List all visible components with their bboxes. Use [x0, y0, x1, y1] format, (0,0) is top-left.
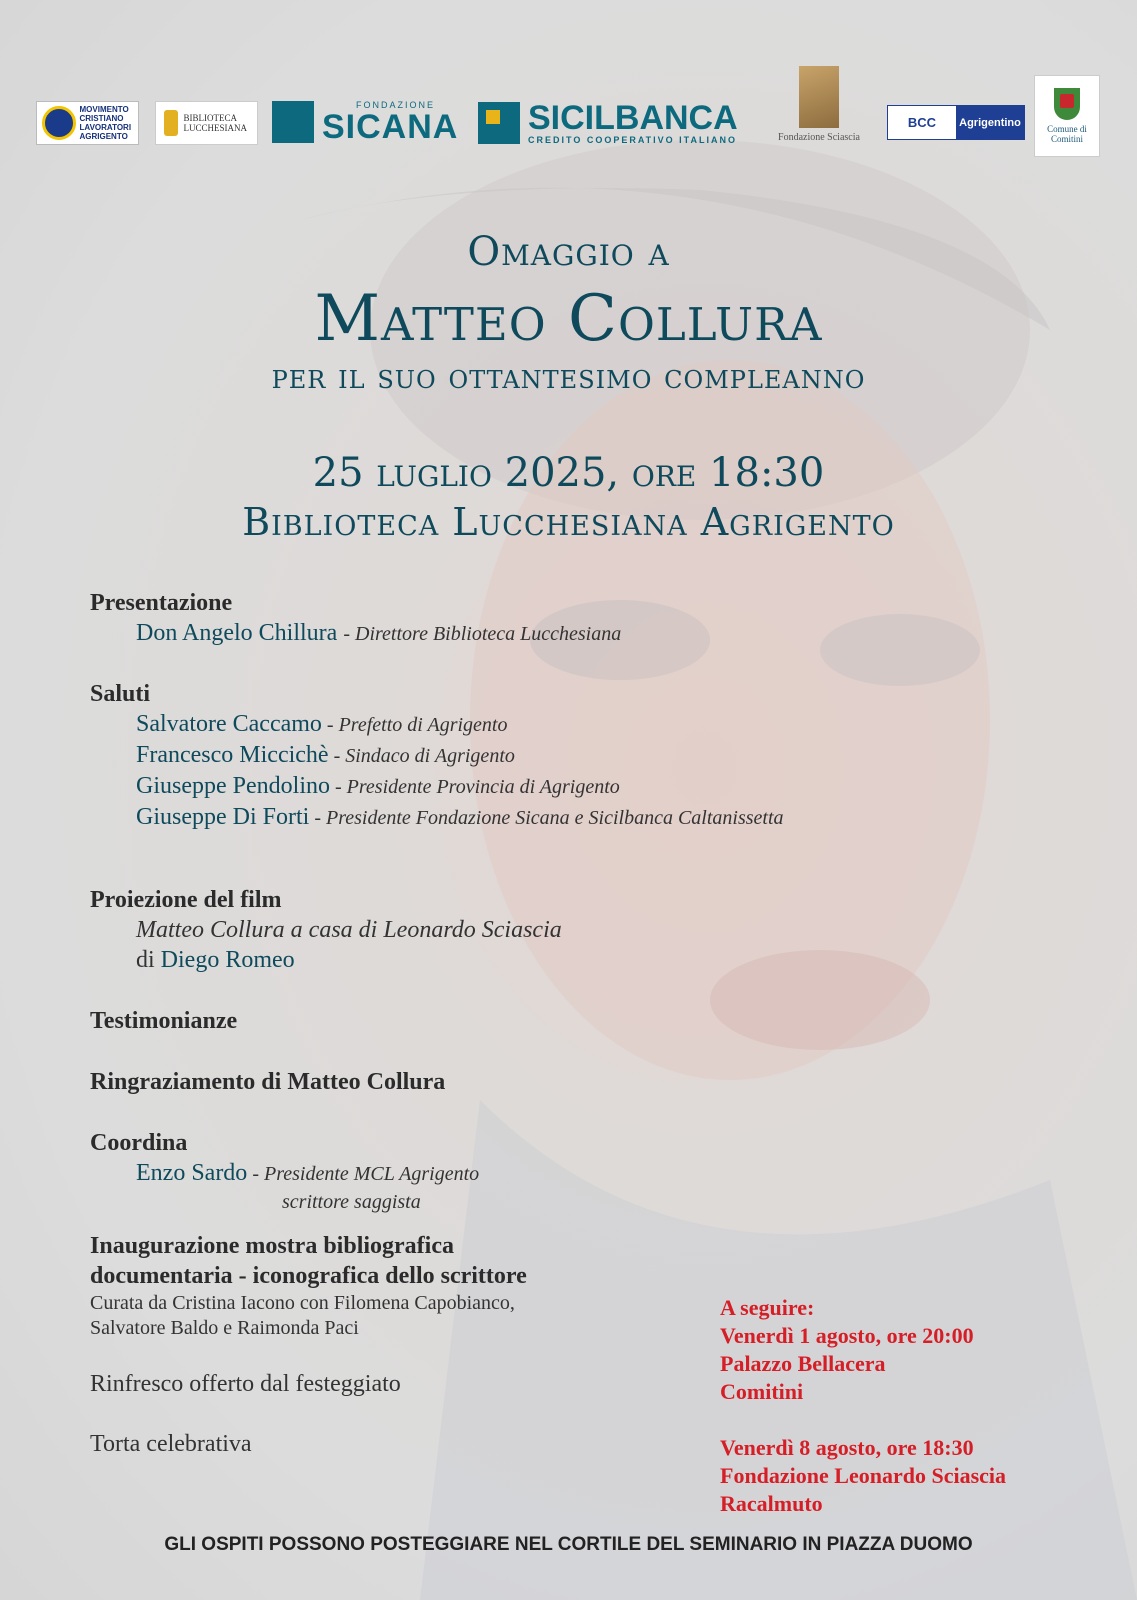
saluti-role: Presidente Provincia di Agrigento [346, 776, 620, 798]
sciascia-logo-text: Fondazione Sciascia [778, 131, 860, 143]
bcc-right-text: Agrigentino [956, 106, 1024, 139]
parking-note: GLI OSPITI POSSONO POSTEGGIARE NEL CORTILE DEL SEMINARIO IN PIAZZA DUOMO [164, 1534, 973, 1555]
following-heading: A seguire: [720, 1295, 815, 1320]
bcc-left-text: BCC [907, 115, 937, 130]
title-line-3: per il suo ottantesimo compleanno [271, 357, 866, 397]
event2-place: Fondazione Leonardo Sciascia [720, 1463, 1007, 1488]
saluti-row: Salvatore Caccamo - Prefetto di Agrigento [136, 711, 508, 737]
sicilbanca-logo [478, 98, 750, 148]
section-presentazione [90, 588, 990, 649]
saluti-row: Giuseppe Di Forti - Presidente Fondazione Sicana e Sicilbanca Caltanissetta [136, 804, 784, 830]
biblioteca-mark-icon [164, 110, 178, 136]
film-director-row [90, 945, 990, 975]
title-line-1: Omaggio a [467, 229, 670, 275]
fondazione-sciascia-logo [760, 60, 878, 148]
section-film [90, 885, 990, 975]
event2-date: Venerdì 8 agosto, ore 18:30 [720, 1435, 974, 1460]
biblioteca-logo-text: BIBLIOTECA LUCCHESIANA [183, 113, 248, 133]
saluti-role: Presidente Fondazione Sicana e Sicilbanca Caltanissetta [326, 807, 784, 829]
coordinator-name: Enzo Sardo [136, 1160, 248, 1186]
sicana-logo [272, 96, 464, 148]
sicilbanca-small-text: CREDITO COOPERATIVO ITALIANO [528, 135, 738, 145]
saluti-row: Giuseppe Pendolino - Presidente Provincia di Agrigento [136, 773, 620, 799]
section-saluti [90, 679, 990, 833]
ringraziamento-heading: Ringraziamento di Matteo Collura [90, 1069, 446, 1095]
mcl-logo [36, 101, 139, 145]
saluti-name: Giuseppe Di Forti [136, 804, 310, 830]
sicilbanca-big-text: SICILBANCA [528, 99, 738, 137]
mostra-heading-1: Inaugurazione mostra bibliografica [90, 1233, 454, 1259]
mcl-emblem-icon [42, 106, 76, 140]
event1-town: Comitini [720, 1379, 804, 1404]
saluti-heading: Saluti [90, 681, 151, 707]
saluti-name: Salvatore Caccamo [136, 711, 322, 737]
event-date: 25 luglio 2025, ore 18:30 [312, 450, 825, 496]
presentazione-row: Don Angelo Chillura - Direttore Biblioteca Lucchesiana [136, 620, 622, 646]
coordina-row: Enzo Sardo - Presidente MCL Agrigento [136, 1160, 480, 1186]
sicilbanca-mark-icon [478, 102, 520, 144]
film-director: Diego Romeo [160, 947, 295, 973]
film-heading: Proiezione del film [90, 887, 282, 913]
mostra-heading-2: documentaria - iconografica dello scrittore [90, 1263, 527, 1289]
rinfresco-text: Rinfresco offerto dal festeggiato [90, 1371, 401, 1397]
testimonianze-heading: Testimonianze [90, 1008, 238, 1034]
film-title: Matteo Collura a casa di Leonardo Sciascia [136, 917, 562, 943]
sicana-mark-icon [272, 101, 314, 143]
section-coordina [90, 1128, 990, 1215]
film-by: di [136, 947, 155, 973]
event-venue: Biblioteca Lucchesiana Agrigento [242, 500, 895, 544]
presenter-role: Direttore Biblioteca Lucchesiana [355, 623, 622, 645]
event1-place: Palazzo Bellacera [720, 1351, 886, 1376]
sicana-big-text: SICANA [322, 108, 459, 146]
coordina-heading: Coordina [90, 1130, 188, 1156]
mostra-curated-2: Salvatore Baldo e Raimonda Paci [90, 1317, 359, 1339]
sicana-small-text: FONDAZIONE [356, 100, 436, 110]
bcc-agrigentino-logo [887, 105, 1025, 140]
sciascia-portrait-icon [799, 66, 839, 128]
comitini-crest-icon [1054, 88, 1080, 120]
coordinator-role: Presidente MCL Agrigento [263, 1163, 480, 1185]
presenter-name: Don Angelo Chillura [136, 620, 338, 646]
torta-text: Torta celebrativa [90, 1431, 252, 1457]
saluti-role: Sindaco di Agrigento [345, 745, 515, 767]
saluti-name: Francesco Miccichè [136, 742, 329, 768]
comune-logo-text: Comune di Comitini [1047, 124, 1087, 144]
saluti-row: Francesco Miccichè - Sindaco di Agrigento [136, 742, 515, 768]
mostra-curated-1: Curata da Cristina Iacono con Filomena Capobianco, [90, 1292, 515, 1314]
biblioteca-logo [155, 101, 258, 145]
event1-date: Venerdì 1 agosto, ore 20:00 [720, 1323, 974, 1348]
mcl-logo-text: MOVIMENTO CRISTIANO LAVORATORI AGRIGENTO [79, 105, 132, 141]
saluti-name: Giuseppe Pendolino [136, 773, 330, 799]
coordinator-role-2: scrittore saggista [282, 1191, 421, 1213]
event2-town: Racalmuto [720, 1491, 823, 1516]
saluti-role: Prefetto di Agrigento [338, 714, 508, 736]
following-events [720, 1294, 1100, 1518]
presentazione-heading: Presentazione [90, 590, 233, 616]
title-main-name: Matteo Collura [314, 282, 823, 356]
comune-comitini-logo [1034, 75, 1100, 157]
